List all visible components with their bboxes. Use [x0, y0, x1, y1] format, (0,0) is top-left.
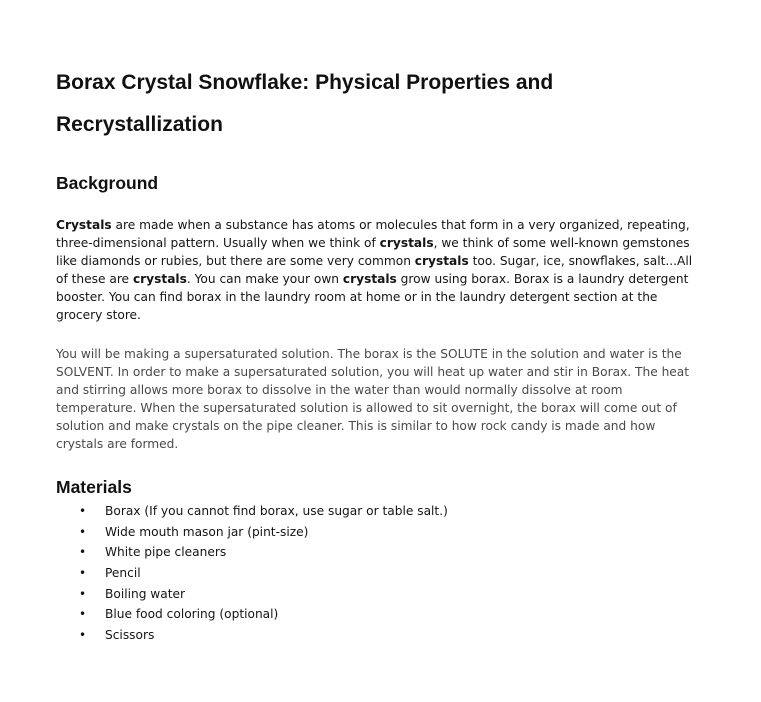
bullet-icon: • [79, 586, 87, 601]
materials-list-item [56, 604, 706, 625]
bold-term: crystals [414, 254, 469, 269]
materials-list-item [56, 501, 706, 522]
background-paragraph-2: You will be making a supersaturated solution. The borax is the SOLUTE in the solution and water is the SOLVENT. In order to make a supersaturated solution, you will heat up water and stir in Borax. The heat and stirring allows more borax to dissolve in the water than would normally dissolve at room temperature. When the supersaturated solution is allowed to sit overnight, the borax will come out of solution and make crystals on the pipe cleaner. This is similar to how rock candy is made and how crystals are formed. [56, 346, 690, 452]
bold-term: Crystals [56, 218, 112, 232]
bullet-icon: • [79, 627, 87, 642]
materials-item-label: Scissors [105, 627, 155, 642]
bullet-icon: • [79, 607, 87, 622]
document-page [56, 62, 706, 645]
bullet-icon: • [79, 524, 87, 539]
document-title-line-2: Recrystallization [56, 113, 223, 136]
bold-term: crystals [379, 236, 434, 251]
background-paragraph-1 [56, 216, 706, 325]
materials-item-label: Borax (If you cannot find borax, use sugar or table salt.) [105, 504, 448, 519]
paragraph-text-run: are made when a substance has atoms or molecules that form in a very organized, repeating, three-dimensional pattern. Usually when we think of [56, 218, 690, 251]
document-title-line-1: Borax Crystal Snowflake: Physical Properties and [56, 71, 554, 94]
bullet-icon: • [79, 545, 87, 560]
background-heading: Background [56, 173, 159, 193]
materials-list-item [56, 522, 706, 543]
materials-item-label: Boiling water [105, 586, 186, 601]
materials-item-label: Pencil [105, 565, 141, 580]
bullet-icon: • [79, 504, 87, 519]
paragraph-text-run: , we think of some well-known gemstones like diamonds or rubies, but there are some very common [56, 236, 690, 269]
paragraph-text-run: grow using borax. Borax is a laundry detergent booster. You can find borax in the laundry room at home or in the laundry detergent section at the grocery store. [56, 272, 689, 323]
materials-list-item [56, 542, 706, 563]
materials-item-label: Wide mouth mason jar (pint-size) [105, 524, 309, 539]
materials-list-item [56, 584, 706, 605]
bold-term: crystals [132, 272, 187, 287]
bold-term: crystals [342, 272, 397, 287]
paragraph-text-run: . You can make your own [186, 272, 343, 287]
materials-heading: Materials [56, 477, 132, 498]
materials-list-item [56, 563, 706, 584]
bullet-icon: • [79, 565, 87, 580]
materials-list [56, 501, 706, 645]
materials-item-label: Blue food coloring (optional) [105, 607, 279, 622]
document-title [56, 62, 706, 146]
materials-item-label: White pipe cleaners [105, 545, 227, 560]
materials-list-item [56, 625, 706, 646]
paragraph-text-run: too. Sugar, ice, snowflakes, salt...All of these are [56, 254, 693, 287]
